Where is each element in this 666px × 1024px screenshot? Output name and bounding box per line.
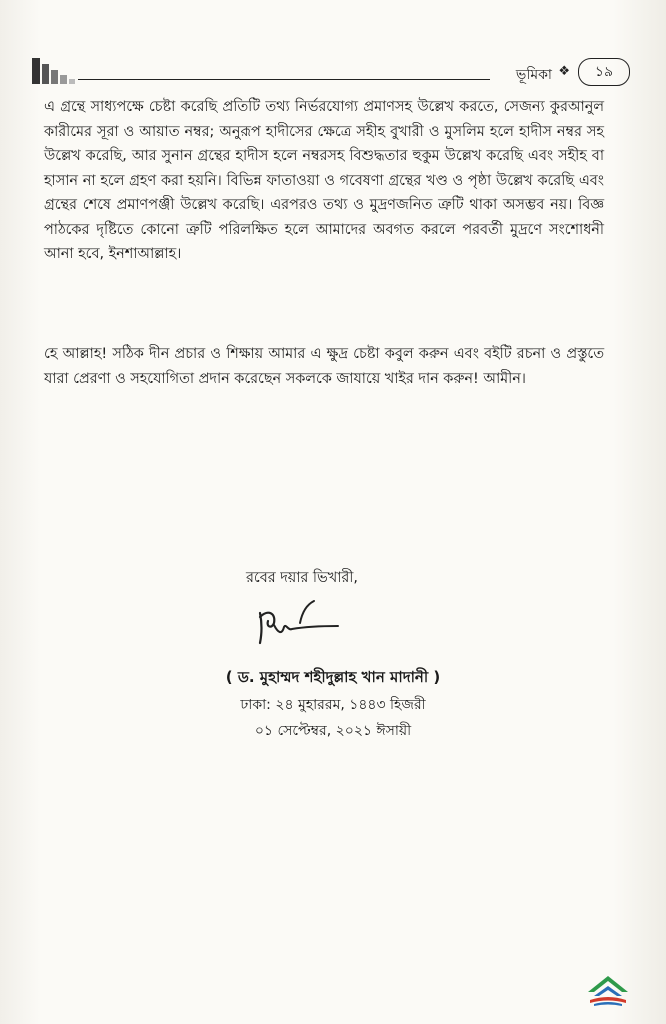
- body-paragraph: এ গ্রন্থে সাধ্যপক্ষে চেষ্টা করেছি প্রতিটি তথ্য নির্ভরযোগ্য প্রমাণসহ উল্লেখ করতে, সেজন্য কুরআনুল কারীমের সূরা ও আয়াত নম্বর; অনুরূপ হাদীসের ক্ষেত্রে সহীহ বুখারী ও মুসলিম হলে হাদীস নম্বর সহ উল্লেখ করেছি, আর সুনান গ্রন্থের হাদীস হলে নম্বরসহ বিশুদ্ধতার হুকুম উল্লেখ করেছি এবং সহীহ বা হাসান না হলে গ্রহণ করা হয়নি। বিভিন্ন ফাতাওয়া ও গবেষণা গ্রন্থের খণ্ড ও পৃষ্ঠা উল্লেখ করেছি এবং গ্রন্থের শেষে প্রমাণপঞ্জী উল্লেখ করেছি। এরপরও তথ্য ও মুদ্রণজনিত ত্রুটি থাকা অসম্ভব নয়। বিজ্ঞ পাঠকের দৃষ্টিতে কোনো ত্রুটি পরিলক্ষিত হলে আমাদের অবগত করলে পরবর্তী মুদ্রণে সংশোধনী আনা হবে, ইনশাআল্লাহ।: [44, 99, 604, 262]
- ornament-icon: ❖: [558, 64, 570, 79]
- header-rule: [78, 79, 490, 80]
- closing-salutation: রবের দয়ার ভিখারী,: [246, 570, 358, 586]
- author-name: ( ড. মুহাম্মদ শহীদুল্লাহ খান মাদানী ): [225, 668, 441, 686]
- page-number: ১৯: [578, 58, 630, 86]
- section-title: ভূমিকা: [515, 67, 552, 83]
- date-gregorian: ০১ সেপ্টেম্বর, ২০২১ ঈসায়ী: [254, 723, 412, 739]
- publisher-logo-icon: [584, 972, 632, 1008]
- building-blocks-icon: [30, 54, 76, 84]
- prayer-paragraph: হে আল্লাহ! সঠিক দীন প্রচার ও শিক্ষায় আমার এ ক্ষুদ্র চেষ্টা কবুল করুন এবং বইটি রচনা ও প্রস্তুতে যারা প্রেরণা ও সহযোগিতা প্রদান করেছেন সকলকে জাযায়ে খাইর দান করুন! আমীন।: [44, 346, 604, 387]
- date-hijri: ঢাকা: ২৪ মুহাররম, ১৪৪৩ হিজরী: [240, 697, 426, 713]
- running-header: [26, 52, 630, 92]
- signature-icon: [254, 597, 340, 649]
